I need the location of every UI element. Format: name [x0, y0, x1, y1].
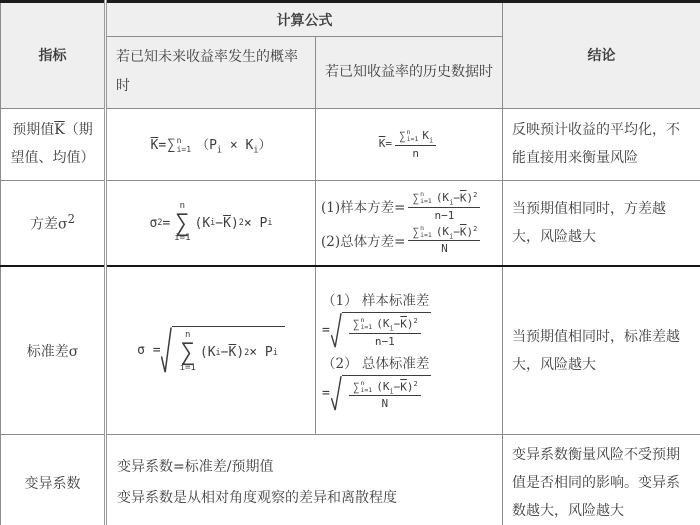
- term: (K: [435, 191, 450, 205]
- sum-upper-limit: n: [176, 136, 182, 146]
- conclusion-cell: 反映预计收益的平均化，不能直接用来衡量风险: [503, 108, 700, 180]
- denominator: N: [441, 242, 448, 256]
- row-coefficient-variation: [1, 434, 700, 525]
- big-sum: [180, 331, 196, 374]
- formula-merged-cell: [106, 434, 503, 525]
- sum-upper-limit: n: [420, 223, 424, 232]
- superscript-2: 2: [413, 379, 418, 388]
- subscript-i: i: [253, 145, 259, 156]
- sum-lower-limit: i=1: [176, 145, 192, 155]
- sigma-symbol: ∑: [399, 129, 406, 143]
- minus: −: [220, 345, 229, 361]
- sample-variance-line: [321, 191, 497, 222]
- term: （P: [196, 137, 217, 153]
- term: K: [422, 129, 430, 143]
- formula-group-header-cell: 计算公式: [106, 2, 503, 37]
- cv-description-line: 变异系数是从相对角度观察的差异和离散程度: [117, 489, 397, 506]
- term: ): [466, 191, 474, 205]
- radical: n ∑ i=1 (K i − $\overline{K}$ ) 2 × P i: [161, 326, 285, 375]
- equals: =: [322, 385, 330, 401]
- equals: =: [322, 322, 330, 338]
- sum-inline: [399, 129, 418, 144]
- k-bar: $\overline{K}$: [378, 137, 386, 151]
- sum-inline: [353, 317, 372, 332]
- big-sum: [174, 202, 190, 245]
- term: × P: [243, 215, 268, 231]
- term: (K: [194, 215, 211, 231]
- sigma-symbol: ∑: [180, 338, 195, 367]
- item-label: （2） 总体标准差: [322, 355, 430, 372]
- conclusion-cell: 变异系数衡量风险不受预期值是否相同的影响。变异系数越大，风险越大: [503, 434, 700, 525]
- k-bar: $\overline{K}$: [400, 317, 407, 331]
- row-expected-value: [1, 108, 700, 180]
- minus: −: [393, 380, 401, 393]
- radical: [331, 375, 431, 412]
- sum-inline: [412, 191, 431, 206]
- equals: =: [385, 137, 393, 151]
- radical-sign-icon: [331, 375, 342, 412]
- formula-hist-cell: [316, 180, 503, 266]
- population-variance-line: [321, 225, 497, 256]
- subheader-probability-cell: 若已知未来收益率发生的概率时: [106, 37, 316, 109]
- term: (K: [376, 380, 390, 393]
- minus: −: [453, 225, 460, 238]
- sum-lower-limit: i=1: [420, 197, 432, 206]
- sum-inline: [412, 225, 431, 240]
- denominator: n−1: [374, 334, 395, 348]
- sigma-symbol: ∑: [412, 191, 420, 205]
- formula-prob-cell: [106, 266, 316, 434]
- minus: −: [393, 317, 401, 331]
- superscript-2: 2: [473, 224, 478, 233]
- fraction: [408, 225, 480, 256]
- sample-std-line: [322, 312, 496, 349]
- k-bar: $\overline{K}$: [400, 380, 407, 393]
- indicator-cell: 变异系数: [1, 434, 106, 525]
- sigma-symbol: σ: [149, 215, 158, 231]
- indicator-label: 预期值: [12, 122, 55, 139]
- term: ): [236, 345, 245, 361]
- indicator-label-suffix: （期望值、均值）: [10, 122, 95, 167]
- equals: =: [162, 215, 171, 231]
- indicator-cell: [1, 108, 106, 180]
- superscript-2: 2: [413, 316, 418, 325]
- item-label: (1)样本方差=: [321, 200, 406, 217]
- item-label: (2)总体方差=: [321, 234, 406, 250]
- formula-prob-cell: [106, 108, 316, 180]
- sigma-symbol: ∑: [175, 208, 190, 237]
- radical-sign-icon: [331, 312, 342, 349]
- sum-inline: [167, 136, 191, 154]
- conclusion-cell: 当预期值相同时，方差越大，风险越大: [503, 180, 700, 266]
- subheader-history-cell: 若已知收益率的历史数据时: [316, 37, 503, 109]
- item-label: （1） 样本标准差: [322, 292, 430, 309]
- sum-inline: [353, 380, 372, 395]
- term: × K: [222, 137, 254, 153]
- subscript-i: i: [389, 324, 394, 333]
- fraction: [349, 317, 421, 348]
- subscript-i: i: [429, 136, 434, 145]
- k-bar-symbol: $\overline{K}$: [54, 122, 65, 139]
- sum-lower-limit: i=1: [174, 233, 191, 244]
- sum-upper-limit: n: [406, 127, 411, 136]
- radical: [331, 312, 431, 349]
- header-row: [1, 2, 700, 37]
- sum-lower-limit: i=1: [179, 362, 196, 373]
- k-bar: $\overline{K}$: [459, 191, 467, 205]
- formula-hist-cell: [316, 108, 503, 180]
- sum-lower-limit: i=1: [360, 386, 373, 394]
- equals: =: [158, 137, 167, 153]
- sum-upper-limit: n: [179, 200, 186, 211]
- minus: −: [453, 191, 460, 205]
- subscript-i: i: [216, 145, 223, 156]
- subscript-i: i: [449, 198, 454, 207]
- sum-lower-limit: i=1: [360, 323, 373, 332]
- conclusion-cell: 当预期值相同时，标准差越大，风险越大: [503, 266, 700, 434]
- term: ): [406, 380, 414, 393]
- fraction: [408, 191, 480, 222]
- minus: −: [215, 215, 224, 231]
- subscript-i: i: [389, 387, 394, 396]
- k-bar: $\overline{K}$: [228, 345, 237, 361]
- term: (K: [199, 345, 216, 361]
- subscript-i: i: [449, 232, 454, 241]
- k-bar: $\overline{K}$: [150, 137, 159, 153]
- sum-lower-limit: i=1: [420, 231, 432, 239]
- sum-upper-limit: n: [360, 315, 365, 324]
- sum-upper-limit: n: [185, 330, 191, 341]
- sum-upper-limit: n: [420, 189, 424, 198]
- sigma-symbol: ∑: [412, 225, 420, 239]
- term: (K: [376, 317, 390, 331]
- sigma-symbol: ∑: [167, 137, 176, 154]
- conclusion-header-cell: 结论: [503, 2, 700, 109]
- term: × P: [249, 345, 273, 361]
- formula-expected-hist: [378, 127, 439, 160]
- fraction: [349, 380, 421, 411]
- term: (K: [435, 225, 450, 238]
- indicator-cell: [1, 180, 106, 266]
- k-bar: $\overline{K}$: [459, 225, 467, 238]
- formula-hist-cell: [316, 266, 503, 434]
- term: ): [230, 215, 239, 231]
- radical-sign-icon: [161, 326, 172, 375]
- sigma-symbol: ∑: [352, 380, 360, 394]
- term: ): [406, 317, 414, 331]
- formula-prob-cell: [106, 180, 316, 266]
- k-bar: $\overline{K}$: [223, 215, 231, 231]
- row-standard-deviation: [1, 266, 700, 434]
- row-variance: [1, 180, 700, 266]
- superscript-2: 2: [67, 212, 75, 227]
- sigma-symbol: ∑: [352, 317, 360, 331]
- formula-variance-prob: σ 2 = n ∑ i=1 (K i − $\overline{K}$ ) 2 × P i: [149, 200, 273, 244]
- term: ): [466, 225, 474, 238]
- fraction: [395, 129, 436, 160]
- denominator: N: [381, 397, 389, 411]
- sum-lower-limit: i=1: [406, 135, 419, 144]
- sum-upper-limit: n: [360, 378, 365, 387]
- formula-std-prob: [115, 326, 307, 375]
- indicator-header-cell: 指标: [1, 2, 106, 109]
- indicator-cell: 标准差σ: [1, 266, 106, 434]
- term: ）: [258, 137, 272, 153]
- indicator-label: 方差σ: [30, 216, 68, 233]
- denominator: n: [412, 146, 419, 160]
- population-std-line: [322, 375, 496, 412]
- cv-formula-line: 变异系数=标准差/预期值: [117, 458, 274, 475]
- sigma-equals: σ =: [137, 343, 161, 359]
- formula-expected-prob: [150, 136, 272, 156]
- superscript-2: 2: [473, 190, 478, 199]
- denominator: n−1: [434, 208, 455, 222]
